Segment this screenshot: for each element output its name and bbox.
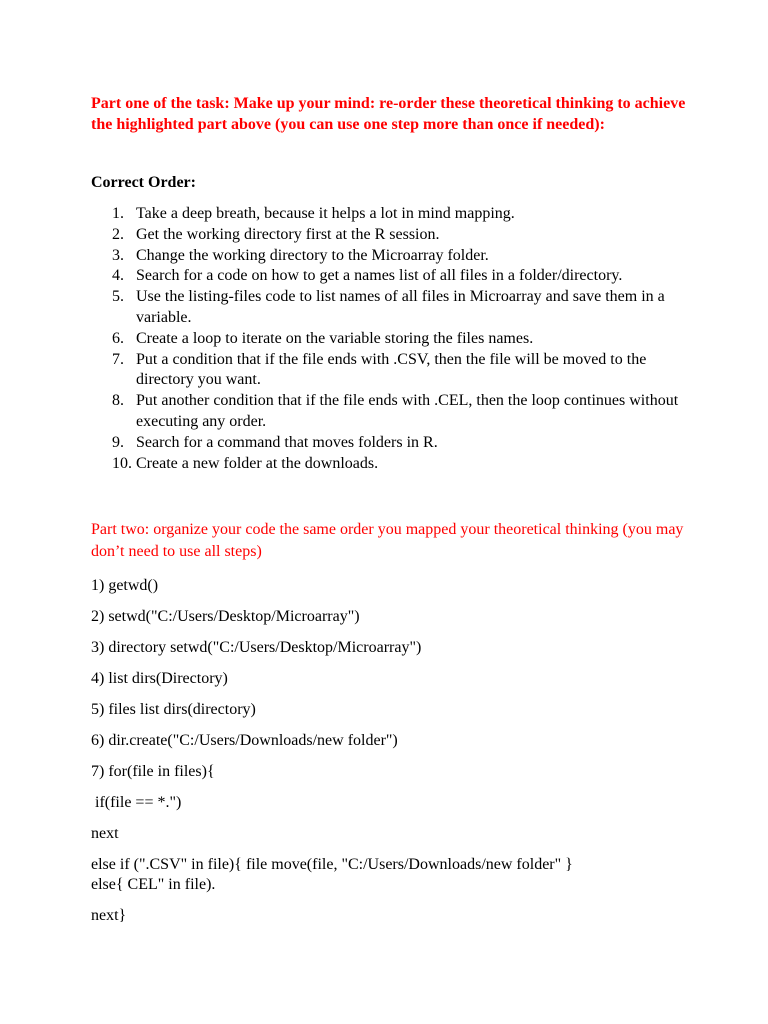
code-line: next}: [91, 907, 127, 924]
code-line: else if (".CSV" in file){ file move(file, "C:/Users/Downloads/new folder" }: [91, 856, 573, 873]
code-line: 4) list dirs(Directory): [91, 670, 228, 687]
correct-order-title: Correct Order:: [91, 174, 196, 191]
code-line: 5) files list dirs(directory): [91, 701, 256, 718]
list-item: 3. Change the working directory to the Microarray folder.: [112, 246, 489, 264]
list-item: 4. Search for a code on how to get a names list of all files in a folder/directory.: [112, 267, 623, 285]
code-line: 6) dir.create("C:/Users/Downloads/new folder"): [91, 732, 398, 749]
code-line: 1) getwd(): [91, 577, 159, 594]
code-line: next: [91, 825, 119, 842]
list-item: 6. Create a loop to iterate on the variable storing the files names.: [112, 329, 534, 347]
list-item: 5. Use the listing-files code to list names of all files in Microarray and save them in a variable.: [112, 288, 665, 326]
list-item: 10. Create a new folder at the downloads.: [112, 454, 379, 472]
list-item: 9. Search for a command that moves folders in R.: [112, 433, 438, 451]
part-two-heading: Part two: organize your code the same order you mapped your theoretical thinking (you may don’t need to use all steps): [91, 521, 684, 560]
steps-list: [91, 204, 691, 474]
list-item: 2. Get the working directory first at the R session.: [112, 225, 440, 243]
list-item: 1. Take a deep breath, because it helps a lot in mind mapping.: [112, 205, 515, 222]
part-one-heading: Part one of the task: Make up your mind: re-order these theoretical thinking to achieve the highlighted part above (you can use one step more than once if needed):: [91, 95, 686, 133]
list-item: 7. Put a condition that if the file ends with .CSV, then the file will be moved to the directory you want.: [112, 350, 647, 389]
code-line: if(file == *."): [91, 794, 182, 811]
code-line: else{ CEL" in file).: [91, 876, 216, 893]
code-line: 3) directory setwd("C:/Users/Desktop/Microarray"): [91, 639, 422, 656]
list-item: 8. Put another condition that if the file ends with .CEL, then the loop continues without executing any order.: [112, 392, 679, 430]
code-line: 7) for(file in files){: [91, 763, 215, 780]
code-line: 2) setwd("C:/Users/Desktop/Microarray"): [91, 608, 360, 625]
